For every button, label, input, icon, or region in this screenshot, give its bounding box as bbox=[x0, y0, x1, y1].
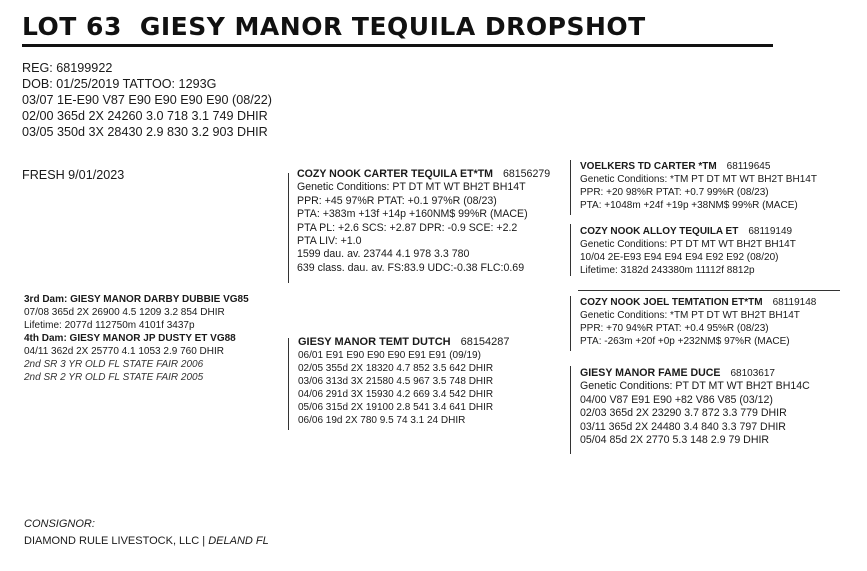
dob-line: DOB: 01/25/2019 TATTOO: 1293G bbox=[22, 77, 217, 91]
sire-sire-block bbox=[580, 160, 817, 212]
dam-dam-record: 03/11 365d 2X 24480 3.4 840 3.3 797 DHIR bbox=[580, 420, 786, 433]
registration-line: REG: 68199922 bbox=[22, 61, 113, 75]
pedigree-connector bbox=[570, 224, 571, 276]
sire-sire-heading bbox=[580, 160, 817, 173]
maternal-line-block bbox=[24, 293, 249, 384]
dam-name: GIESY MANOR TEMT DUTCH bbox=[298, 336, 451, 348]
dam-dam-classification: 04/00 V87 E91 E90 +82 V86 V85 (03/12) bbox=[580, 393, 773, 406]
dam-block bbox=[298, 336, 510, 427]
consignor-location: DELAND FL bbox=[208, 535, 269, 547]
dam-dam-record: 02/03 365d 2X 23290 3.7 872 3.3 779 DHIR bbox=[580, 407, 787, 420]
sire-dam-classification: 10/04 2E-E93 E94 E94 E94 E92 E92 (08/20) bbox=[580, 252, 779, 263]
sire-heading bbox=[297, 168, 550, 181]
pedigree-connector bbox=[288, 338, 289, 430]
third-dam-heading: 3rd Dam: GIESY MANOR DARBY DUBBIE VG85 bbox=[24, 294, 249, 305]
lot-number: LOT 63 bbox=[22, 12, 122, 41]
sire-pta-liv: PTA LIV: +1.0 bbox=[297, 235, 362, 248]
sire-block bbox=[297, 168, 550, 275]
dam-sire-block bbox=[580, 296, 816, 348]
consignor-separator: | bbox=[199, 535, 209, 547]
sire-reg: 68156279 bbox=[502, 168, 551, 180]
record-line: 02/00 365d 2X 24260 3.0 718 3.1 749 DHIR bbox=[22, 109, 268, 123]
sire-name: COZY NOOK CARTER TEQUILA ET*TM bbox=[297, 168, 493, 180]
consignor-info bbox=[24, 535, 269, 547]
fresh-date: FRESH 9/01/2023 bbox=[22, 168, 125, 182]
dam-dam-record: 05/04 85d 2X 2770 5.3 148 2.9 79 DHIR bbox=[580, 434, 770, 447]
pedigree-connector bbox=[288, 173, 289, 283]
dam-sire-name: COZY NOOK JOEL TEMTATION ET*TM bbox=[580, 297, 763, 308]
sire-dau-av: 1599 dau. av. 23744 4.1 978 3.3 780 bbox=[297, 248, 470, 261]
sire-class-dau-av: 639 class. dau. av. FS:83.9 UDC:-0.38 FLC:0.69 bbox=[297, 261, 525, 274]
sire-sire-ppr: PPR: +20 98%R PTAT: +0.7 99%R (08/23) bbox=[580, 187, 769, 198]
sire-dam-lifetime: Lifetime: 3182d 243380m 11112f 8812p bbox=[580, 265, 755, 276]
fourth-dam-heading: 4th Dam: GIESY MANOR JP DUSTY ET VG88 bbox=[24, 333, 236, 344]
dam-record: 02/05 355d 2X 18320 4.7 852 3.5 642 DHIR bbox=[298, 363, 494, 374]
consignor-label: CONSIGNOR: bbox=[24, 518, 95, 530]
dam-record: 03/06 313d 3X 21580 4.5 967 3.5 748 DHIR bbox=[298, 376, 494, 387]
pedigree-connector bbox=[570, 296, 571, 351]
dam-record: 05/06 315d 2X 19100 2.8 541 3.4 641 DHIR bbox=[298, 402, 494, 413]
dam-dam-name: GIESY MANOR FAME DUCE bbox=[580, 367, 721, 379]
dam-sire-ppr: PPR: +70 94%R PTAT: +0.4 95%R (08/23) bbox=[580, 323, 769, 334]
dam-dam-reg: 68103617 bbox=[730, 368, 775, 379]
sire-dam-name: COZY NOOK ALLOY TEQUILA ET bbox=[580, 226, 739, 237]
classification-line: 03/07 1E-E90 V87 E90 E90 E90 E90 (08/22) bbox=[22, 93, 272, 107]
dam-dam-genetic-conditions: Genetic Conditions: PT DT MT WT BH2T BH14C bbox=[580, 380, 810, 393]
dam-classification: 06/01 E91 E90 E90 E90 E91 E91 (09/19) bbox=[298, 350, 481, 361]
sire-dam-block bbox=[580, 225, 796, 277]
dam-heading bbox=[298, 336, 510, 349]
fourth-dam-award: 2nd SR 3 YR OLD FL STATE FAIR 2006 bbox=[24, 359, 204, 370]
animal-info bbox=[22, 60, 272, 140]
sire-sire-genetic-conditions: Genetic Conditions: *TM PT DT MT WT BH2T BH14T bbox=[580, 174, 817, 185]
consignor-name: DIAMOND RULE LIVESTOCK, LLC bbox=[24, 535, 200, 547]
sire-pta: PTA: +383m +13f +14p +160NM$ 99%R (MACE) bbox=[297, 208, 528, 221]
sire-dam-heading bbox=[580, 225, 796, 238]
lot-title bbox=[22, 12, 646, 41]
dam-dam-heading bbox=[580, 367, 810, 380]
sire-pta-pl: PTA PL: +2.6 SCS: +2.87 DPR: -0.9 SCE: +2.2 bbox=[297, 221, 518, 234]
dam-dam-block bbox=[580, 367, 810, 447]
dam-record: 06/06 19d 2X 780 9.5 74 3.1 24 DHIR bbox=[298, 415, 466, 426]
dam-record: 04/06 291d 3X 15930 4.2 669 3.4 542 DHIR bbox=[298, 389, 494, 400]
fourth-dam-record: 04/11 362d 2X 25770 4.1 1053 2.9 760 DHIR bbox=[24, 346, 224, 357]
fourth-dam-award: 2nd SR 2 YR OLD FL STATE FAIR 2005 bbox=[24, 372, 204, 383]
dam-sire-reg: 68119148 bbox=[772, 297, 817, 308]
pedigree-connector bbox=[570, 366, 571, 454]
dam-sire-heading bbox=[580, 296, 816, 309]
animal-name: GIESY MANOR TEQUILA DROPSHOT bbox=[139, 12, 646, 41]
third-dam-record: 07/08 365d 2X 26900 4.5 1209 3.2 854 DHIR bbox=[24, 307, 225, 318]
pedigree-connector bbox=[570, 160, 571, 215]
third-dam-lifetime: Lifetime: 2077d 112750m 4101f 3437p bbox=[24, 320, 195, 331]
dam-reg: 68154287 bbox=[460, 336, 510, 348]
sire-dam-genetic-conditions: Genetic Conditions: PT DT MT WT BH2T BH14T bbox=[580, 239, 796, 250]
sire-ppr: PPR: +45 97%R PTAT: +0.1 97%R (08/23) bbox=[297, 194, 497, 207]
title-divider bbox=[22, 44, 773, 47]
section-divider bbox=[578, 290, 840, 291]
sire-sire-reg: 68119645 bbox=[726, 161, 771, 172]
sire-genetic-conditions: Genetic Conditions: PT DT MT WT BH2T BH14T bbox=[297, 181, 526, 194]
dam-sire-genetic-conditions: Genetic Conditions: *TM PT DT WT BH2T BH14T bbox=[580, 310, 800, 321]
record-line: 03/05 350d 3X 28430 2.9 830 3.2 903 DHIR bbox=[22, 125, 268, 139]
sire-sire-pta: PTA: +1048m +24f +19p +38NM$ 99%R (MACE) bbox=[580, 200, 798, 211]
sire-sire-name: VOELKERS TD CARTER *TM bbox=[580, 161, 717, 172]
dam-sire-pta: PTA: -263m +20f +0p +232NM$ 97%R (MACE) bbox=[580, 336, 790, 347]
sire-dam-reg: 68119149 bbox=[748, 226, 793, 237]
